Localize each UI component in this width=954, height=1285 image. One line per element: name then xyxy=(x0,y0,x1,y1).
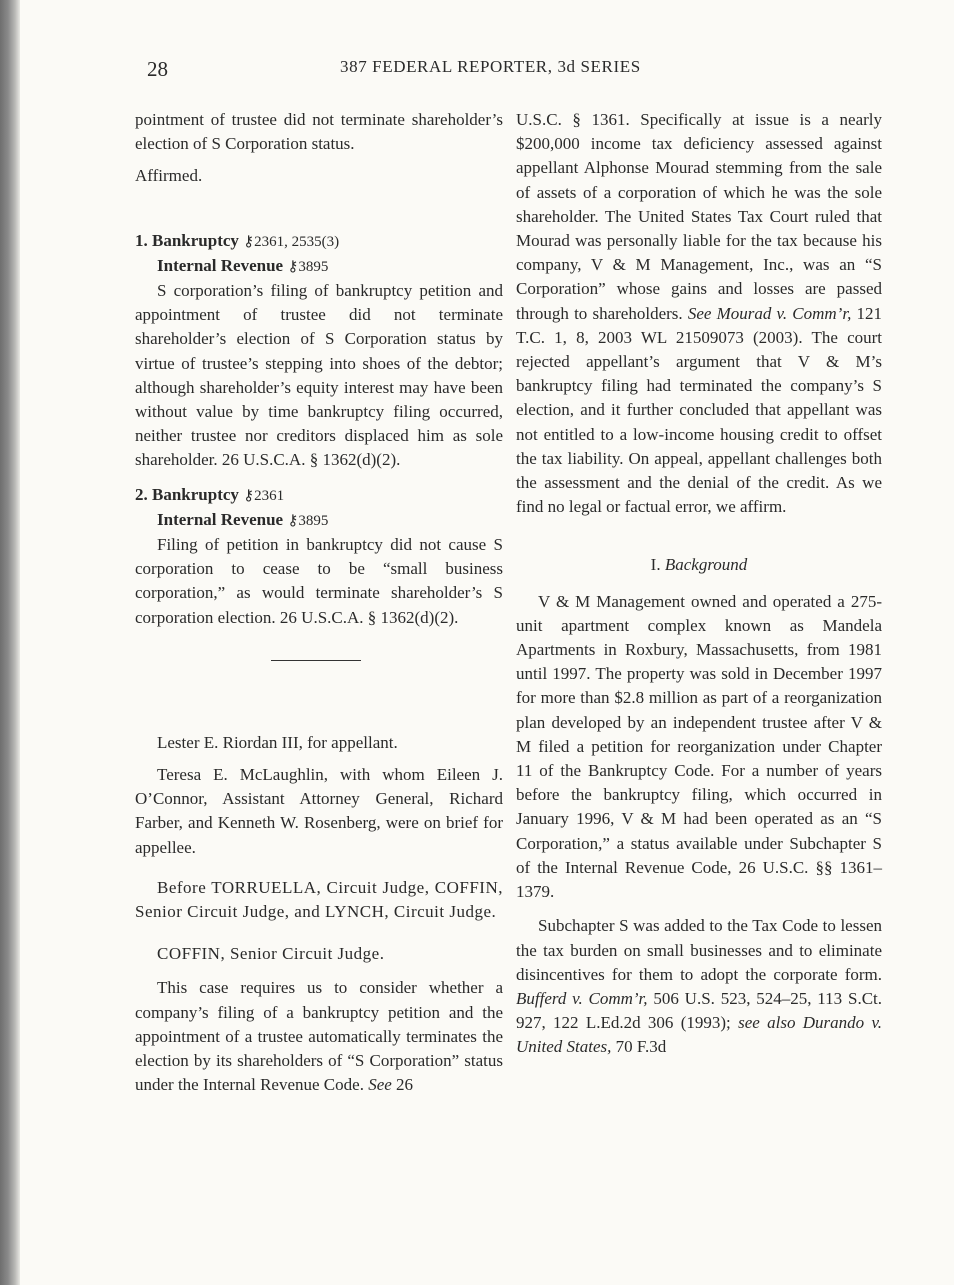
opinion-first-paragraph-text: This case requires us to consider whether a company’s filing of a bankruptcy petition and the appointment of a trustee automatically terminates the election by its shareholders of “S Corporation” status under the Internal Revenue Code. xyxy=(135,978,503,1095)
counsel-appellee: Teresa E. McLaughlin, with whom Eileen J. O’Connor, Assistant Attorney General, Richard Farber, and Kenneth W. Rosenberg, were on brief for appellee. xyxy=(135,765,503,857)
key-number-icon: ⚷ xyxy=(287,512,299,529)
section-divider-rule xyxy=(271,660,361,661)
headnote-2-number: 2. xyxy=(135,484,148,504)
key-number-icon: ⚷ xyxy=(287,258,299,275)
headnote-1-key-number-1: 2361, 2535(3) xyxy=(254,233,340,250)
citation-bufferd: Bufferd v. Comm’r, xyxy=(516,988,648,1008)
syllabus-end: pointment of trustee did not terminate shareholder’s election of S Corporation status. xyxy=(135,110,503,154)
subchapter-s-text-2: 506 U.S. 523, 524–25, 113 S.Ct. 927, 122 L.Ed.2d 306 (1993); xyxy=(516,988,882,1033)
opinion-author: COFFIN, Senior Circuit Judge. xyxy=(157,944,385,964)
opinion-first-paragraph-end: 26 xyxy=(396,1075,414,1095)
headnote-1-topic-bankruptcy: Bankruptcy xyxy=(152,230,239,250)
headnote-1-topic-internal-revenue: Internal Revenue xyxy=(157,255,284,275)
opinion-continuation-text: U.S.C. § 1361. Specifically at issue is a nearly $200,000 income tax deficiency assessed against appellant Alphonse Mourad stemming from the sale of assets of a corporation of which he was the sole shareholder. The United States Tax Court ruled that Mourad was personally liable for the tax because his company, V & M Management, Inc., was an “S Corporation” whose gains and losses are passed through to shareholders. xyxy=(516,110,882,323)
headnote-2-topic-1 xyxy=(135,483,503,508)
left-column xyxy=(135,108,503,1098)
headnote-2-topic-internal-revenue: Internal Revenue xyxy=(157,509,284,529)
page-number: 28 xyxy=(147,57,168,81)
headnote-2-topic-bankruptcy: Bankruptcy xyxy=(152,484,239,504)
subchapter-s-paragraph xyxy=(516,914,882,1059)
section-title: Background xyxy=(664,555,748,575)
citation-mourad: See Mourad v. Comm’r, xyxy=(687,303,852,323)
headnote-1-number: 1. xyxy=(135,230,148,250)
judicial-panel: Before TORRUELLA, Circuit Judge, COFFIN, Senior Circuit Judge, and LYNCH, Circuit Judge. xyxy=(135,877,503,922)
headnote-1-key-number-2: 3895 xyxy=(298,258,329,275)
opinion-continuation-paragraph xyxy=(516,108,882,519)
section-heading xyxy=(516,553,882,577)
running-head: 387 FEDERAL REPORTER, 3d SERIES xyxy=(340,57,641,76)
right-column xyxy=(516,108,882,1060)
headnote-1-text: S corporation’s filing of bankruptcy petition and appointment of trustee did not terminate shareholder’s election of S Corporation status by virtue of trustee’s stepping into shoes of the debtor; although shareholder’s equity interest may have been without value by time bankruptcy filing occurred, neither trustee nor creditors displaced him as sole shareholder. 26 U.S.C.A. § 1362(d)(2). xyxy=(135,281,503,470)
headnote-1-topic-1 xyxy=(135,229,503,254)
section-number: I. xyxy=(650,555,661,575)
headnote-2-key-number-1: 2361 xyxy=(254,487,285,504)
subchapter-s-text-3: 70 F.3d xyxy=(615,1037,667,1057)
key-number-icon: ⚷ xyxy=(243,487,255,504)
book-binding-edge xyxy=(0,0,20,1285)
opinion-continuation-text-2: 121 T.C. 1, 8, 2003 WL 21509073 (2003). The court rejected appellant’s argument that V & M’s bankruptcy filing had terminated the company’s S election, and it further concluded that appellant was not entitled to a low-income housing credit to offset the tax liability. On appeal, appellant challenges both the assessment and the denial of the credit. As we find no legal or factual error, we affirm. xyxy=(516,303,883,517)
subchapter-s-text: Subchapter S was added to the Tax Code to lessen the tax burden on small businesses and to eliminate disincentives for them to adopt the corporate form. xyxy=(516,916,882,984)
citation-durando: see also Durando v. United States, xyxy=(516,1013,882,1057)
opinion-first-paragraph xyxy=(135,976,503,1097)
key-number-icon: ⚷ xyxy=(243,233,255,250)
citation-signal: See xyxy=(368,1075,392,1095)
counsel-appellant: Lester E. Riordan III, for appellant. xyxy=(157,732,398,752)
headnote-1-topic-2 xyxy=(135,254,503,279)
background-paragraph: V & M Management owned and operated a 275-unit apartment complex known as Mandela Apartments in Roxbury, Massachusetts, from 1981 until 1997. The property was sold in December 1997 for more than $2.8 million as part of a reorganization plan developed by an independent trustee after V & M filed a petition for reorganization under Chapter 11 of the Bankruptcy Code. For a number of years before the bankruptcy filing, which occurred in January 1996, V & M had been operated as an “S Corporation,” a status available under Subchapter S of the Internal Revenue Code, 26 U.S.C. §§ 1361–1379. xyxy=(516,591,882,902)
headnote-2-key-number-2: 3895 xyxy=(298,512,329,529)
headnote-2-text: Filing of petition in bankruptcy did not cause S corporation to cease to be “small business corporation,” as would terminate shareholder’s S corporation election. 26 U.S.C.A. § 1362(d)(2). xyxy=(135,535,503,627)
disposition: Affirmed. xyxy=(135,166,203,186)
headnote-2-topic-2 xyxy=(135,508,503,533)
